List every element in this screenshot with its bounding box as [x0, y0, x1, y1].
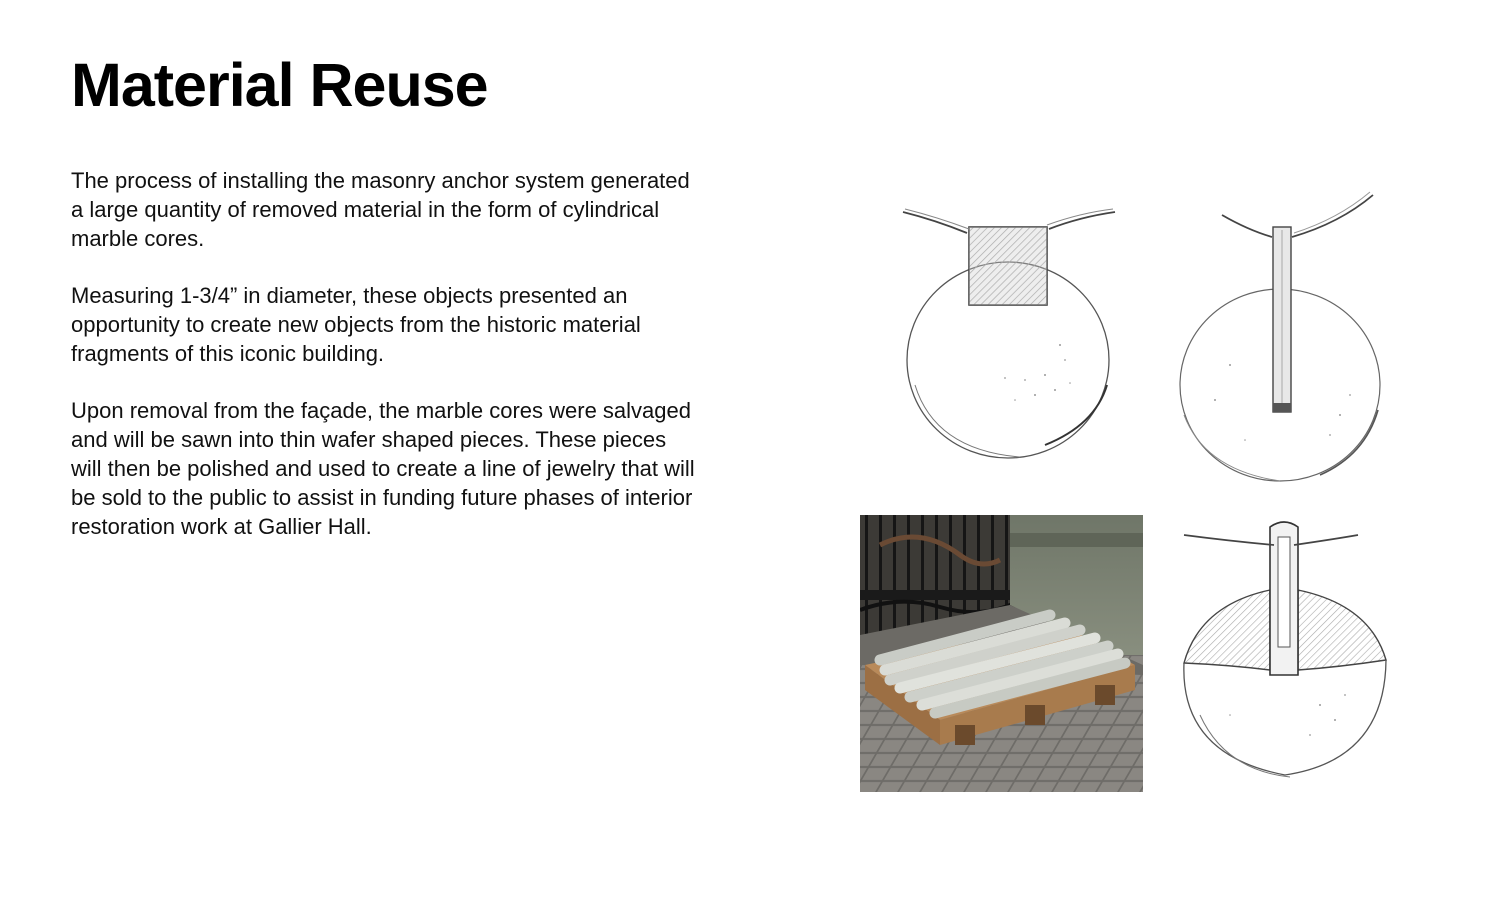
- pendant-sketch-side-icon: [895, 185, 1125, 465]
- marble-cores-on-pallet-photo: [860, 515, 1143, 792]
- paragraph-3: Upon removal from the façade, the marble cores were salvaged and will be sawn into thin wafer shaped pieces. These pieces will then be polished and used to create a line of jewelry that will be sold to the public to assist in funding future phases of interior restoration work at Gallier Hall.: [71, 398, 695, 539]
- pendant-sketch-bail-icon: [1170, 515, 1400, 785]
- pendant-sketch-front-icon: [1170, 185, 1400, 495]
- paragraph-1: The process of installing the masonry anchor system generated a large quantity of removed material in the form of cylindrical marble cores.: [71, 168, 690, 251]
- page-title: Material Reuse: [71, 51, 488, 119]
- paragraph-2: Measuring 1-3/4” in diameter, these objects presented an opportunity to create new objects from the historic material fragments of this iconic building.: [71, 283, 641, 366]
- body-text: [71, 167, 701, 570]
